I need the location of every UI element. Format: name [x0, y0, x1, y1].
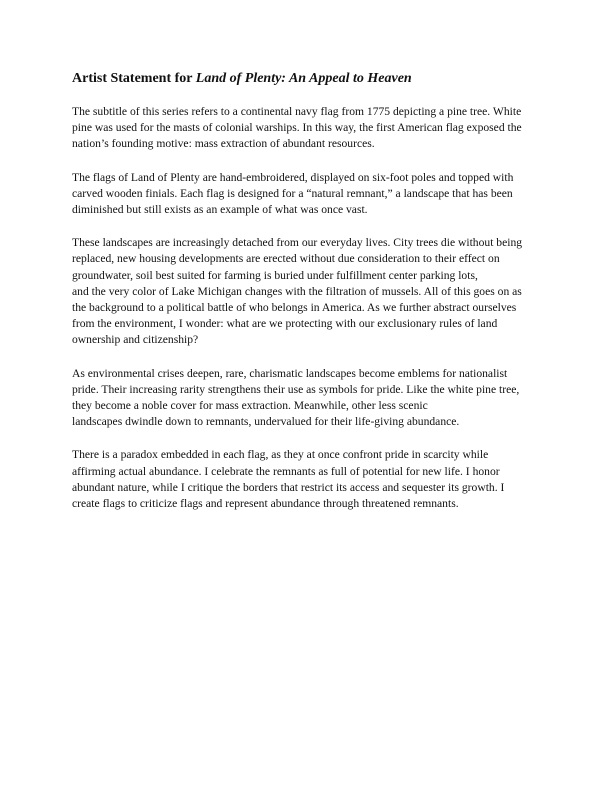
- paragraph-4: [72, 366, 542, 431]
- paragraph-line: they become a noble cover for mass extraction. Meanwhile, other less scenic: [72, 399, 428, 413]
- paragraph-line: pine was used for the masts of colonial warships. In this way, the first American flag exposed the: [72, 121, 522, 135]
- paragraph-2: [72, 170, 542, 219]
- paragraph-5: [72, 447, 542, 512]
- paragraph-line: affirming actual abundance. I celebrate the remnants as full of potential for new life. I honor: [72, 464, 500, 478]
- paragraph-line: The subtitle of this series refers to a continental navy flag from 1775 depicting a pine tree. White: [72, 105, 522, 118]
- paragraph-line: abundant nature, while I critique the borders that restrict its access and sequester its growth. I: [72, 480, 505, 494]
- paragraph-line: carved wooden finials. Each flag is designed for a “natural remnant,” a landscape that has been: [72, 186, 513, 200]
- paragraph-line: diminished but still exists as an example of what was once vast.: [72, 203, 368, 217]
- paragraph-line: nation’s founding motive: mass extraction of abundant resources.: [72, 137, 375, 151]
- title-prefix: Artist Statement for: [72, 71, 196, 86]
- paragraph-line: These landscapes are increasingly detached from our everyday lives. City trees die without being: [72, 236, 523, 250]
- paragraph-line: create flags to criticize flags and represent abundance through threatened remnants.: [72, 497, 459, 511]
- paragraph-line: from the environment, I wonder: what are we protecting with our exclusionary rules of land: [72, 317, 498, 331]
- paragraph-line: landscapes dwindle down to remnants, undervalued for their life-giving abundance.: [72, 415, 460, 429]
- paragraph-line: There is a paradox embedded in each flag, as they at once confront pride in scarcity while: [72, 448, 489, 462]
- paragraph-line: the background to a political battle of who belongs in America. As we further abstract ourselves: [72, 301, 517, 315]
- paragraph-3: [72, 235, 542, 348]
- paragraph-line: replaced, new housing developments are erected without due consideration to their effect on: [72, 252, 500, 266]
- paragraph-line: groundwater, soil best suited for farming is buried under fulfillment center parking lots,: [72, 268, 478, 282]
- document-body: [72, 70, 542, 529]
- paragraph-line: As environmental crises deepen, rare, charismatic landscapes become emblems for nationalist: [72, 366, 508, 380]
- paragraph-line: The flags of Land of Plenty are hand-embroidered, displayed on six-foot poles and topped with: [72, 170, 514, 184]
- paragraph-line: and the very color of Lake Michigan changes with the filtration of mussels. All of this goes on as: [72, 284, 522, 298]
- paragraph-line: pride. Their increasing rarity strengthens their use as symbols for pride. Like the white pine tree,: [72, 382, 520, 396]
- title-series-name: Land of Plenty: An Appeal to Heaven: [195, 71, 412, 86]
- paragraph-line: ownership and citizenship?: [72, 333, 199, 347]
- paragraph-1: [72, 104, 542, 153]
- page-title: [72, 70, 542, 88]
